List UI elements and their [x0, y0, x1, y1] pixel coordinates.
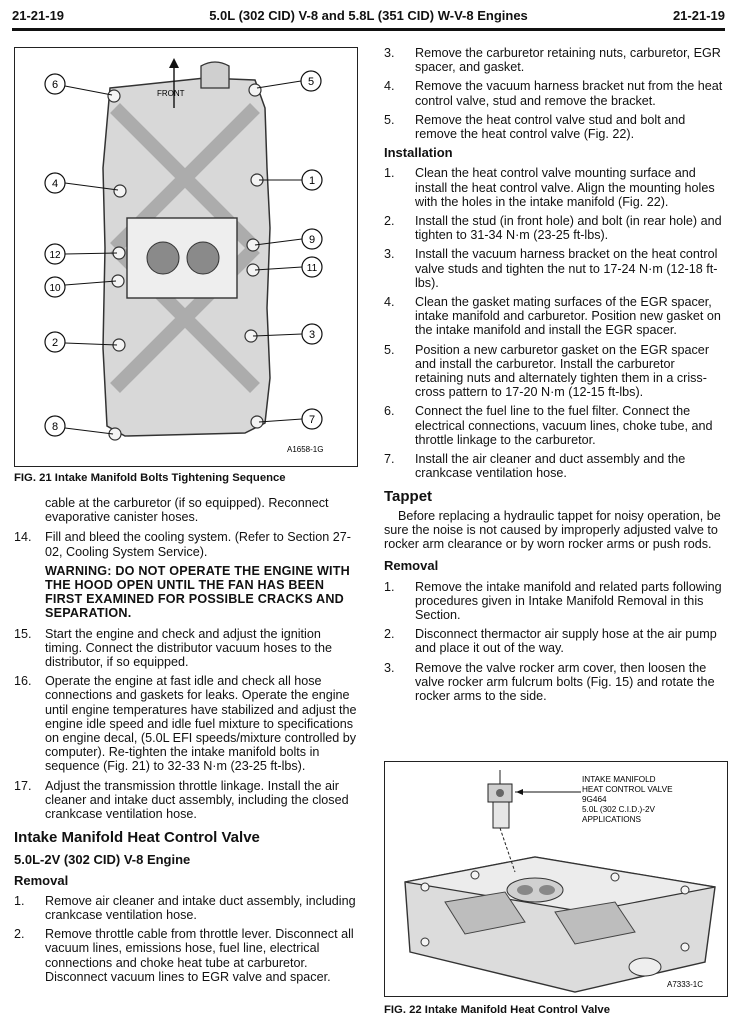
installation-steps [384, 166, 726, 480]
figure-22-caption: FIG. 22 Intake Manifold Heat Control Valve [384, 1004, 610, 1016]
step-17: 17. Adjust the transmission throttle linkage. Install the air cleaner and intake duct assembly, including the closed crankcase ventilation hose. [14, 778, 349, 822]
step-14: 14. Fill and bleed the cooling system. (Refer to Section 27-02, Cooling System Service). [14, 530, 351, 559]
callout-9: 9 [308, 234, 316, 246]
tappet-title: Tappet [384, 488, 433, 506]
engine-subtitle: 5.0L-2V (302 CID) V-8 Engine [14, 852, 191, 868]
installation-heading: Installation [384, 145, 453, 161]
right-column [384, 46, 726, 708]
callout-1: 1 [308, 175, 316, 187]
removal-heading-left: Removal [14, 872, 69, 888]
figure-21-caption: FIG. 21 Intake Manifold Bolts Tightening Sequence [14, 472, 286, 484]
page-number-left: 21-21-19 [12, 8, 65, 23]
install-step-3: 3. Install the vacuum harness bracket on the heat control valve studs and tighten the nut to 17-24 N·m (12-18 ft-lbs). [384, 247, 718, 290]
removal-step-1: 1. Remove air cleaner and intake duct assembly, including crankcase ventilation hose. [14, 893, 356, 923]
page-number-right: 21-21-19 [672, 8, 725, 23]
steps-15-17 [14, 627, 359, 822]
warning-text: WARNING: DO NOT OPERATE THE ENGINE WITH THE HOOD OPEN UNTIL THE FAN HAS BEEN FIRST EXAMINED FOR POSSIBLE CRACKS AND SEPARATION. [45, 563, 350, 621]
removal-step-2: 2. Remove throttle cable from throttle lever. Disconnect all vacuum lines, emissions hose, fuel line, electrical connections and choke heat tube at carburetor. Disconnect vacuum lines to EGR valve and spacer. [14, 927, 354, 984]
fig22-label-4: 5.0L (302 C.I.D.)-2V [582, 805, 655, 814]
install-step-1: 1. Clean the heat control valve mounting surface and install the heat control valve. Align the mounting holes with the holes in the intake manifold (Fig. 22). [384, 166, 715, 209]
callout-5: 5 [307, 76, 315, 88]
fig22-label-3: 9G464 [582, 795, 607, 804]
figure-21 [14, 47, 358, 467]
callout-7: 7 [308, 414, 316, 426]
callout-12: 12 [49, 250, 61, 261]
figure-22-code: A7333-1C [667, 980, 704, 989]
removal-step-4: 4. Remove the vacuum harness bracket nut from the heat control valve, stud and remove the bracket. [384, 79, 723, 108]
callout-8: 8 [51, 421, 59, 433]
removal-step-3: 3. Remove the carburetor retaining nuts, carburetor, EGR spacer, and gasket. [384, 46, 721, 75]
install-step-4: 4. Clean the gasket mating surfaces of the EGR spacer, intake manifold and carburetor. Position new gasket on the intake manifold and install the EGR spacer. [384, 295, 721, 338]
left-column [14, 496, 359, 989]
fig22-label-1: INTAKE MANIFOLD [582, 775, 656, 784]
removal-heading-right: Removal [384, 558, 439, 574]
figure-21-code: A1658-1G [287, 445, 324, 454]
install-step-6: 6. Connect the fuel line to the fuel filter. Connect the electrical connections, vacuum lines, choke tube, and throttle linkage to the carburetor. [384, 404, 713, 447]
removal-step-5: 5. Remove the heat control valve stud and bolt and remove the heat control valve (Fig. 22). [384, 112, 686, 142]
step-16: 16. Operate the engine at fast idle and check all hose connections and gaskets for leaks. Operate the engine until engine temperatures have stabilized and adjust the engine idle speed and idle fuel mixture to specifications on engine decal, (5.0L EFI speeds/mixture controlled by computer). Re-tighten the intake manifold bolts in sequence (Fig. 21) to 32-33 N·m (23-25 ft-lbs). [14, 674, 357, 774]
removal-steps-right [384, 46, 726, 141]
intake-manifold-diagram [15, 48, 357, 466]
install-step-5: 5. Position a new carburetor gasket on the EGR spacer and install the carburetor. Install the carburetor retaining nuts and alternately tighten them in a criss-cross pattern to 17-20 N·m (12-15 ft-lbs). [384, 342, 710, 400]
steps-14 [14, 530, 359, 558]
callout-4: 4 [51, 178, 59, 190]
page-header [12, 6, 725, 28]
callout-10: 10 [49, 283, 61, 294]
tappet-paragraph: Before replacing a hydraulic tappet for noisy operation, be sure the noise is not caused by improperly adjusted valve to rocker arm clearance or by worn rocker arms or push rods. [384, 508, 721, 552]
callout-3: 3 [308, 329, 316, 341]
tappet-step-2: 2. Disconnect thermactor air supply hose at the air pump and place it out of the way. [384, 627, 717, 656]
callout-6: 6 [51, 79, 59, 91]
install-step-7: 7. Install the air cleaner and duct assembly and the crankcase ventilation hose. [384, 452, 686, 481]
header-rule [12, 28, 725, 31]
removal-steps-left [14, 894, 359, 984]
heat-control-valve-diagram [385, 762, 727, 996]
tappet-step-3: 3. Remove the valve rocker arm cover, then loosen the valve rocker arm fulcrum bolts (Fig. 15) and rotate the rocker arms to the side. [384, 660, 715, 703]
section-title-heat-control: Intake Manifold Heat Control Valve [14, 829, 260, 847]
callout-11: 11 [306, 263, 318, 274]
fig22-label-2: HEAT CONTROL VALVE [582, 785, 673, 794]
install-step-2: 2. Install the stud (in front hole) and bolt (in rear hole) and tighten to 31-34 N·m (23-25 ft-lbs). [384, 214, 722, 243]
figure-22 [384, 761, 728, 997]
step-13-continued: cable at the carburetor (if so equipped). Reconnect evaporative canister hoses. [45, 496, 329, 525]
step-15: 15. Start the engine and check and adjust the ignition timing. Connect the distributor vacuum hoses to the distributor, if so equipped. [14, 626, 333, 670]
fig22-label-5: APPLICATIONS [582, 815, 641, 824]
callout-2: 2 [51, 337, 59, 349]
tappet-step-1: 1. Remove the intake manifold and related parts following procedures given in Intake Manifold Removal in this Section. [384, 579, 722, 622]
page-header-title: 5.0L (302 CID) V-8 and 5.8L (351 CID) W-V-8 Engines [209, 8, 528, 23]
front-label: FRONT [157, 89, 185, 98]
tappet-removal-steps [384, 580, 726, 704]
